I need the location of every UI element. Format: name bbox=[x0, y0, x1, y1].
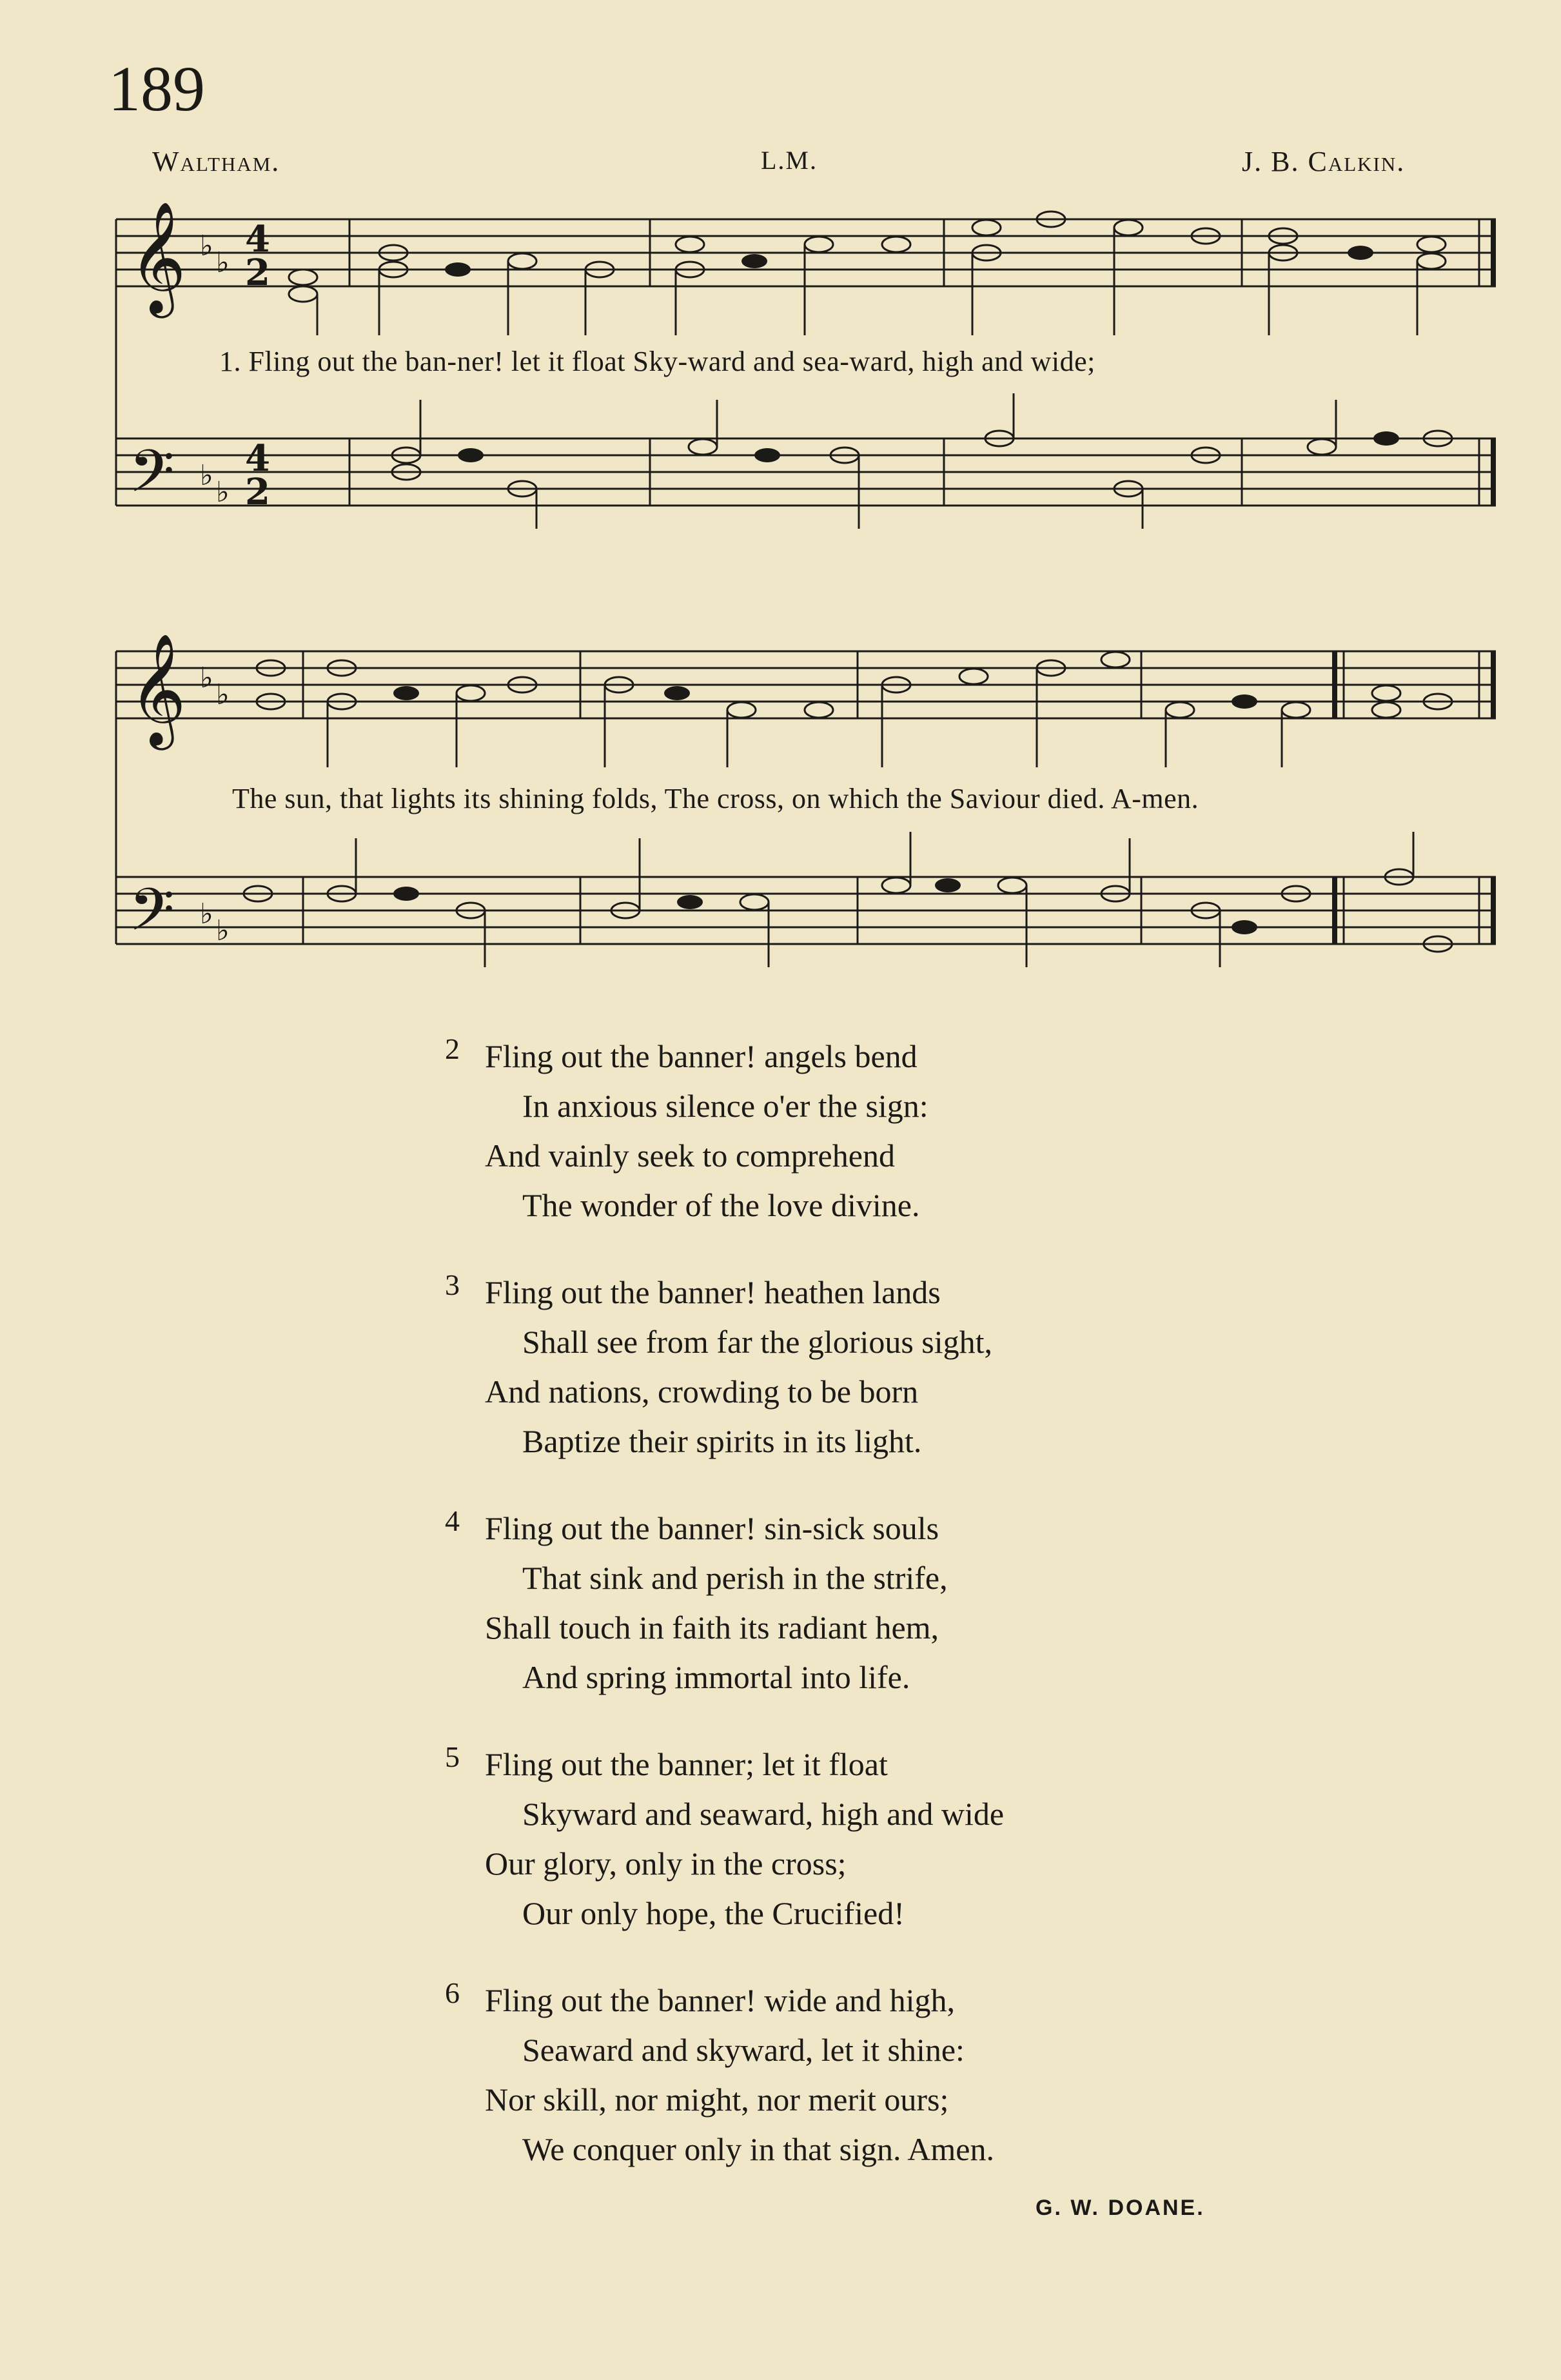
svg-text:4: 4 bbox=[245, 437, 270, 480]
verse-line: Seaward and skyward, let it shine: bbox=[522, 2032, 965, 2068]
verse-line: Our glory, only in the cross; bbox=[485, 1845, 847, 1882]
tune-name: Waltham. bbox=[152, 146, 280, 177]
svg-text:♭: ♭ bbox=[200, 898, 213, 930]
svg-text:♭: ♭ bbox=[216, 246, 230, 279]
verse-line: That sink and perish in the strife, bbox=[522, 1560, 948, 1596]
verse-line: Fling out the banner! angels bend bbox=[485, 1038, 918, 1074]
svg-text:♭: ♭ bbox=[216, 476, 230, 509]
author: G. W. DOANE. bbox=[1036, 2196, 1205, 2220]
verse-number: 2 bbox=[445, 1032, 460, 1065]
verse-line: Skyward and seaward, high and wide bbox=[522, 1796, 1005, 1832]
svg-text:𝄢: 𝄢 bbox=[129, 437, 175, 520]
verse-line: Our only hope, the Crucified! bbox=[522, 1895, 905, 1931]
svg-text:♭: ♭ bbox=[216, 914, 230, 947]
verse-line: Fling out the banner! sin-sick souls bbox=[485, 1510, 939, 1546]
svg-text:4: 4 bbox=[245, 218, 270, 261]
svg-text:♭: ♭ bbox=[200, 662, 213, 694]
verse-line: Fling out the banner! wide and high, bbox=[485, 1982, 956, 2018]
verse-line: We conquer only in that sign. Amen. bbox=[522, 2131, 994, 2167]
verse-4 bbox=[445, 1504, 1348, 1702]
svg-text:♭: ♭ bbox=[200, 459, 213, 492]
svg-text:♭: ♭ bbox=[200, 230, 213, 262]
verse-line: The wonder of the love divine. bbox=[522, 1187, 920, 1223]
verse-number: 3 bbox=[445, 1268, 460, 1301]
music-lyric-line-1: 1. Fling out the ban-ner! let it float Sky-ward and sea-ward, high and wide; bbox=[219, 346, 1095, 377]
verse-line: Baptize their spirits in its light. bbox=[522, 1423, 922, 1459]
verse-3 bbox=[445, 1268, 1348, 1466]
verse-number: 5 bbox=[445, 1740, 460, 1773]
composer: J. B. Calkin. bbox=[1242, 146, 1406, 177]
verse-number: 4 bbox=[445, 1504, 460, 1537]
verse-line: Shall see from far the glorious sight, bbox=[522, 1324, 993, 1360]
verse-line: And nations, crowding to be born bbox=[485, 1373, 919, 1410]
svg-text:𝄞: 𝄞 bbox=[129, 633, 186, 745]
svg-text:𝄞: 𝄞 bbox=[129, 201, 186, 313]
hymn-number: 189 bbox=[108, 53, 205, 124]
music-lyric-line-2: The sun, that lights its shining folds, The cross, on which the Saviour died. A-men. bbox=[232, 783, 1199, 814]
verse-number: 6 bbox=[445, 1976, 460, 2009]
svg-text:2: 2 bbox=[245, 251, 270, 294]
verse-2 bbox=[445, 1032, 1348, 1230]
verse-line: Fling out the banner! heathen lands bbox=[485, 1274, 941, 1310]
verses bbox=[445, 1032, 1348, 2212]
verse-line: Shall touch in faith its radiant hem, bbox=[485, 1609, 939, 1646]
verse-line: And spring immortal into life. bbox=[522, 1659, 910, 1695]
svg-text:2: 2 bbox=[245, 471, 270, 513]
verse-line: Nor skill, nor might, nor merit ours; bbox=[485, 2081, 949, 2118]
verse-5 bbox=[445, 1740, 1348, 1938]
verse-line: Fling out the banner; let it float bbox=[485, 1746, 888, 1782]
verse-6 bbox=[445, 1976, 1348, 2174]
verse-line: And vainly seek to comprehend bbox=[485, 1137, 895, 1174]
svg-text:♭: ♭ bbox=[216, 678, 230, 711]
verse-line: In anxious silence o'er the sign: bbox=[522, 1088, 928, 1124]
svg-text:𝄢: 𝄢 bbox=[129, 876, 175, 958]
meter: L.M. bbox=[761, 146, 818, 175]
